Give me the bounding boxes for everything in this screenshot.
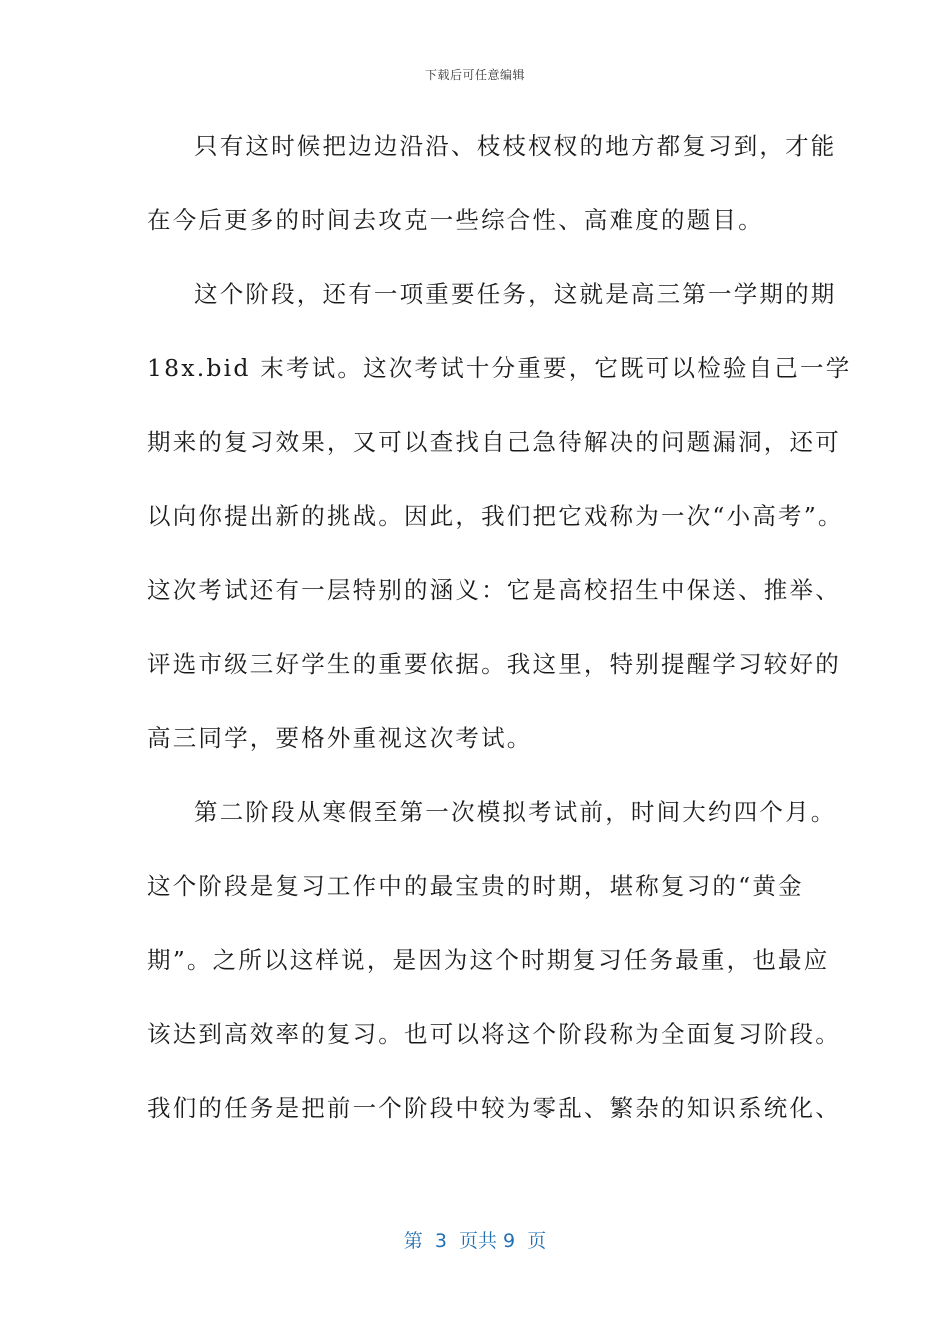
paragraph-line: 期”。之所以这样说，是因为这个时期复习任务最重，也最应	[147, 946, 830, 974]
paragraph-line: 以向你提出新的挑战。因此，我们把它戏称为一次“小高考”。	[147, 502, 844, 530]
paragraph-line: 期来的复习效果，又可以查找自己急待解决的问题漏洞，还可	[147, 428, 841, 456]
paragraph-line: 在今后更多的时间去攻克一些综合性、高难度的题目。	[147, 206, 764, 234]
document-body	[147, 122, 852, 1158]
paragraph-line: 高三同学，要格外重视这次考试。	[147, 724, 533, 752]
page-header-note: 下载后可任意编辑	[424, 68, 525, 82]
paragraph-line: 我们的任务是把前一个阶段中较为零乱、繁杂的知识系统化、	[147, 1094, 841, 1122]
paragraph-line: 第二阶段从寒假至第一次模拟考试前，时间大约四个月。	[194, 798, 837, 826]
paragraph-line: 18x.bid 末考试。这次考试十分重要，它既可以检验自己一学	[147, 354, 852, 382]
page-number-footer: 第 3 页共 9 页	[403, 1230, 547, 1252]
paragraph-line: 评选市级三好学生的重要依据。我这里，特别提醒学习较好的	[147, 650, 841, 678]
paragraph-line: 只有这时候把边边沿沿、枝枝杈杈的地方都复习到，才能	[194, 132, 837, 160]
paragraph-line: 这个阶段，还有一项重要任务，这就是高三第一学期的期	[194, 280, 837, 308]
paragraph-line: 这个阶段是复习工作中的最宝贵的时期，堪称复习的“黄金	[147, 872, 804, 900]
paragraph-line: 该达到高效率的复习。也可以将这个阶段称为全面复习阶段。	[147, 1020, 841, 1048]
paragraph-line: 这次考试还有一层特别的涵义：它是高校招生中保送、推举、	[147, 576, 841, 604]
